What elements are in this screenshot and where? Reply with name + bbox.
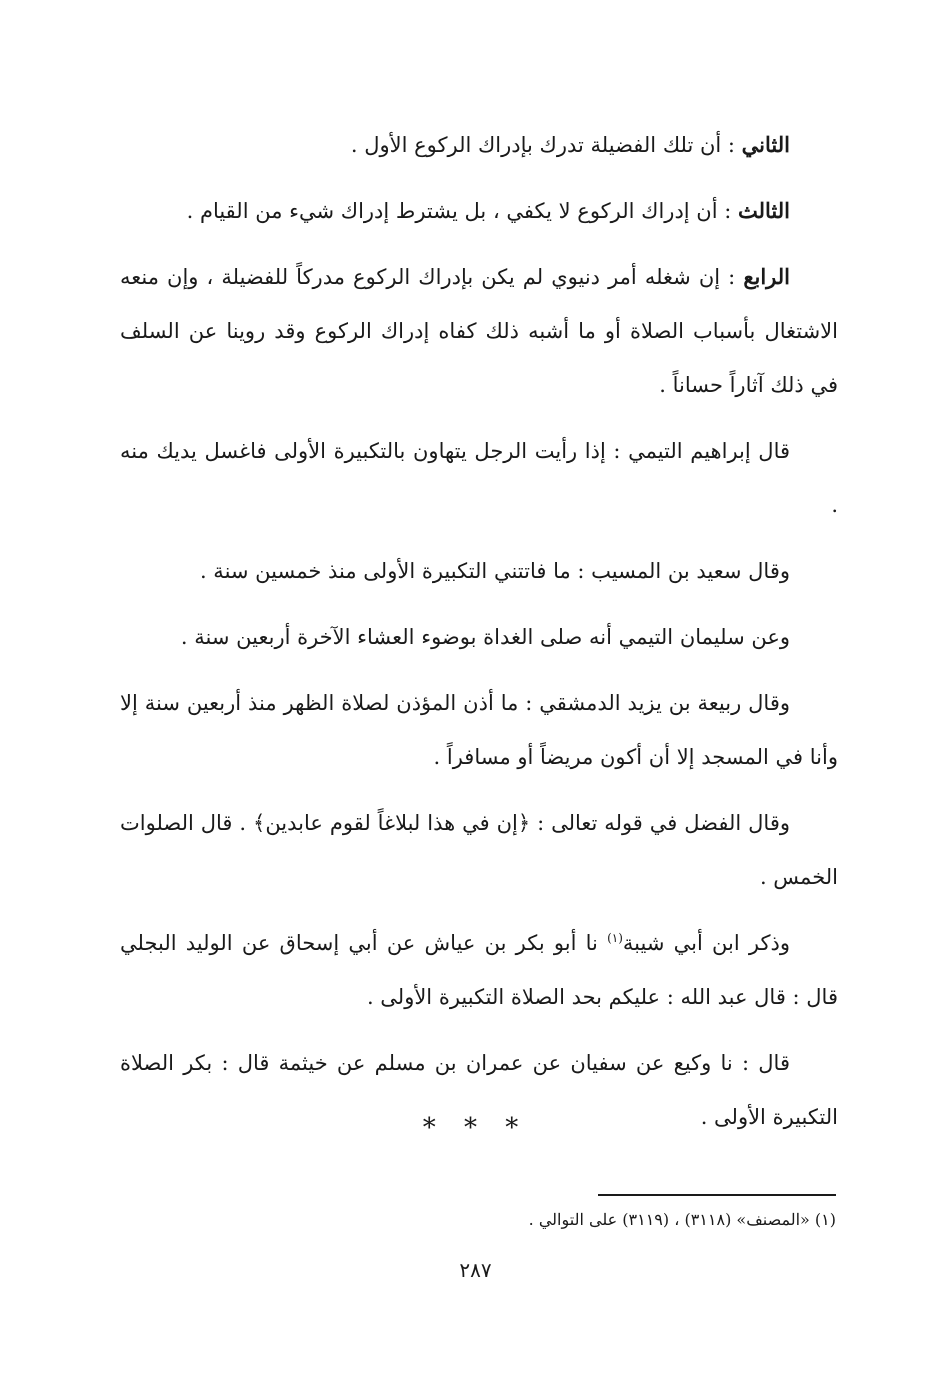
paragraph-text: نا أبو بكر بن عياش عن أبي إسحاق عن الوليد البجلي قال : قال عبد الله : عليكم بحد الصلاة التكبيرة الأولى . <box>120 931 838 1009</box>
paragraph-text: : أن تلك الفضيلة تدرك بإدراك الركوع الأول . <box>350 133 742 157</box>
paragraph-sulayman-taymi: وعن سليمان التيمي أنه صلى الغداة بوضوء العشاء الآخرة أربعين سنة . <box>180 625 790 649</box>
page-body <box>120 118 838 1156</box>
paragraph-ibn-abi-shayba <box>120 916 838 1024</box>
page-number: ٢٨٧ <box>459 1258 492 1282</box>
paragraph-second <box>120 118 838 172</box>
footnote-rule <box>598 1194 836 1196</box>
paragraph-text: : أن إدراك الركوع لا يكفي ، بل يشترط إدراك شيء من القيام . <box>186 199 738 223</box>
section-separator: * * * <box>422 1113 529 1143</box>
paragraph-fourth <box>120 250 838 412</box>
paragraph-ibrahim-taymi: قال إبراهيم التيمي : إذا رأيت الرجل يتهاون بالتكبيرة الأولى فاغسل يديك منه . <box>120 439 838 517</box>
paragraph-text: وذكر ابن أبي شيبة <box>622 931 790 955</box>
paragraph-label: الثالث <box>738 198 790 223</box>
paragraph-said-musayyib: وقال سعيد بن المسيب : ما فاتتني التكبيرة الأولى منذ خمسين سنة . <box>199 559 790 583</box>
paragraph-rabia-yazid: وقال ربيعة بن يزيد الدمشقي : ما أذن المؤذن لصلاة الظهر منذ أربعين سنة إلا وأنا في المسجد إلا أن أكون مريضاً أو مسافراً . <box>120 691 838 769</box>
paragraph-label: الثاني <box>741 132 790 157</box>
paragraph-waki: قال : نا وكيع عن سفيان عن عمران بن مسلم عن خيثمة قال : بكر الصلاة التكبيرة الأولى . <box>120 1051 838 1129</box>
footnote-text: (١) «المصنف» (٣١١٨) ، (٣١١٩) على التوالي . <box>528 1210 836 1229</box>
footnote-reference[interactable]: (١) <box>607 931 623 945</box>
paragraph-text: : إن شغله أمر دنيوي لم يكن بإدراك الركوع مدركاً للفضيلة ، وإن منعه الاشتغال بأسباب الصلاة أو ما أشبه ذلك كفاه إدراك الركوع وقد روينا عن السلف في ذلك آثاراً حساناً . <box>120 265 838 397</box>
paragraph-label: الرابع <box>743 264 790 289</box>
paragraph-fadl: وقال الفضل في قوله تعالى : ﴿إن في هذا لبلاغاً لقوم عابدين﴾ . قال الصلوات الخمس . <box>120 811 838 889</box>
paragraph-third <box>120 184 838 238</box>
